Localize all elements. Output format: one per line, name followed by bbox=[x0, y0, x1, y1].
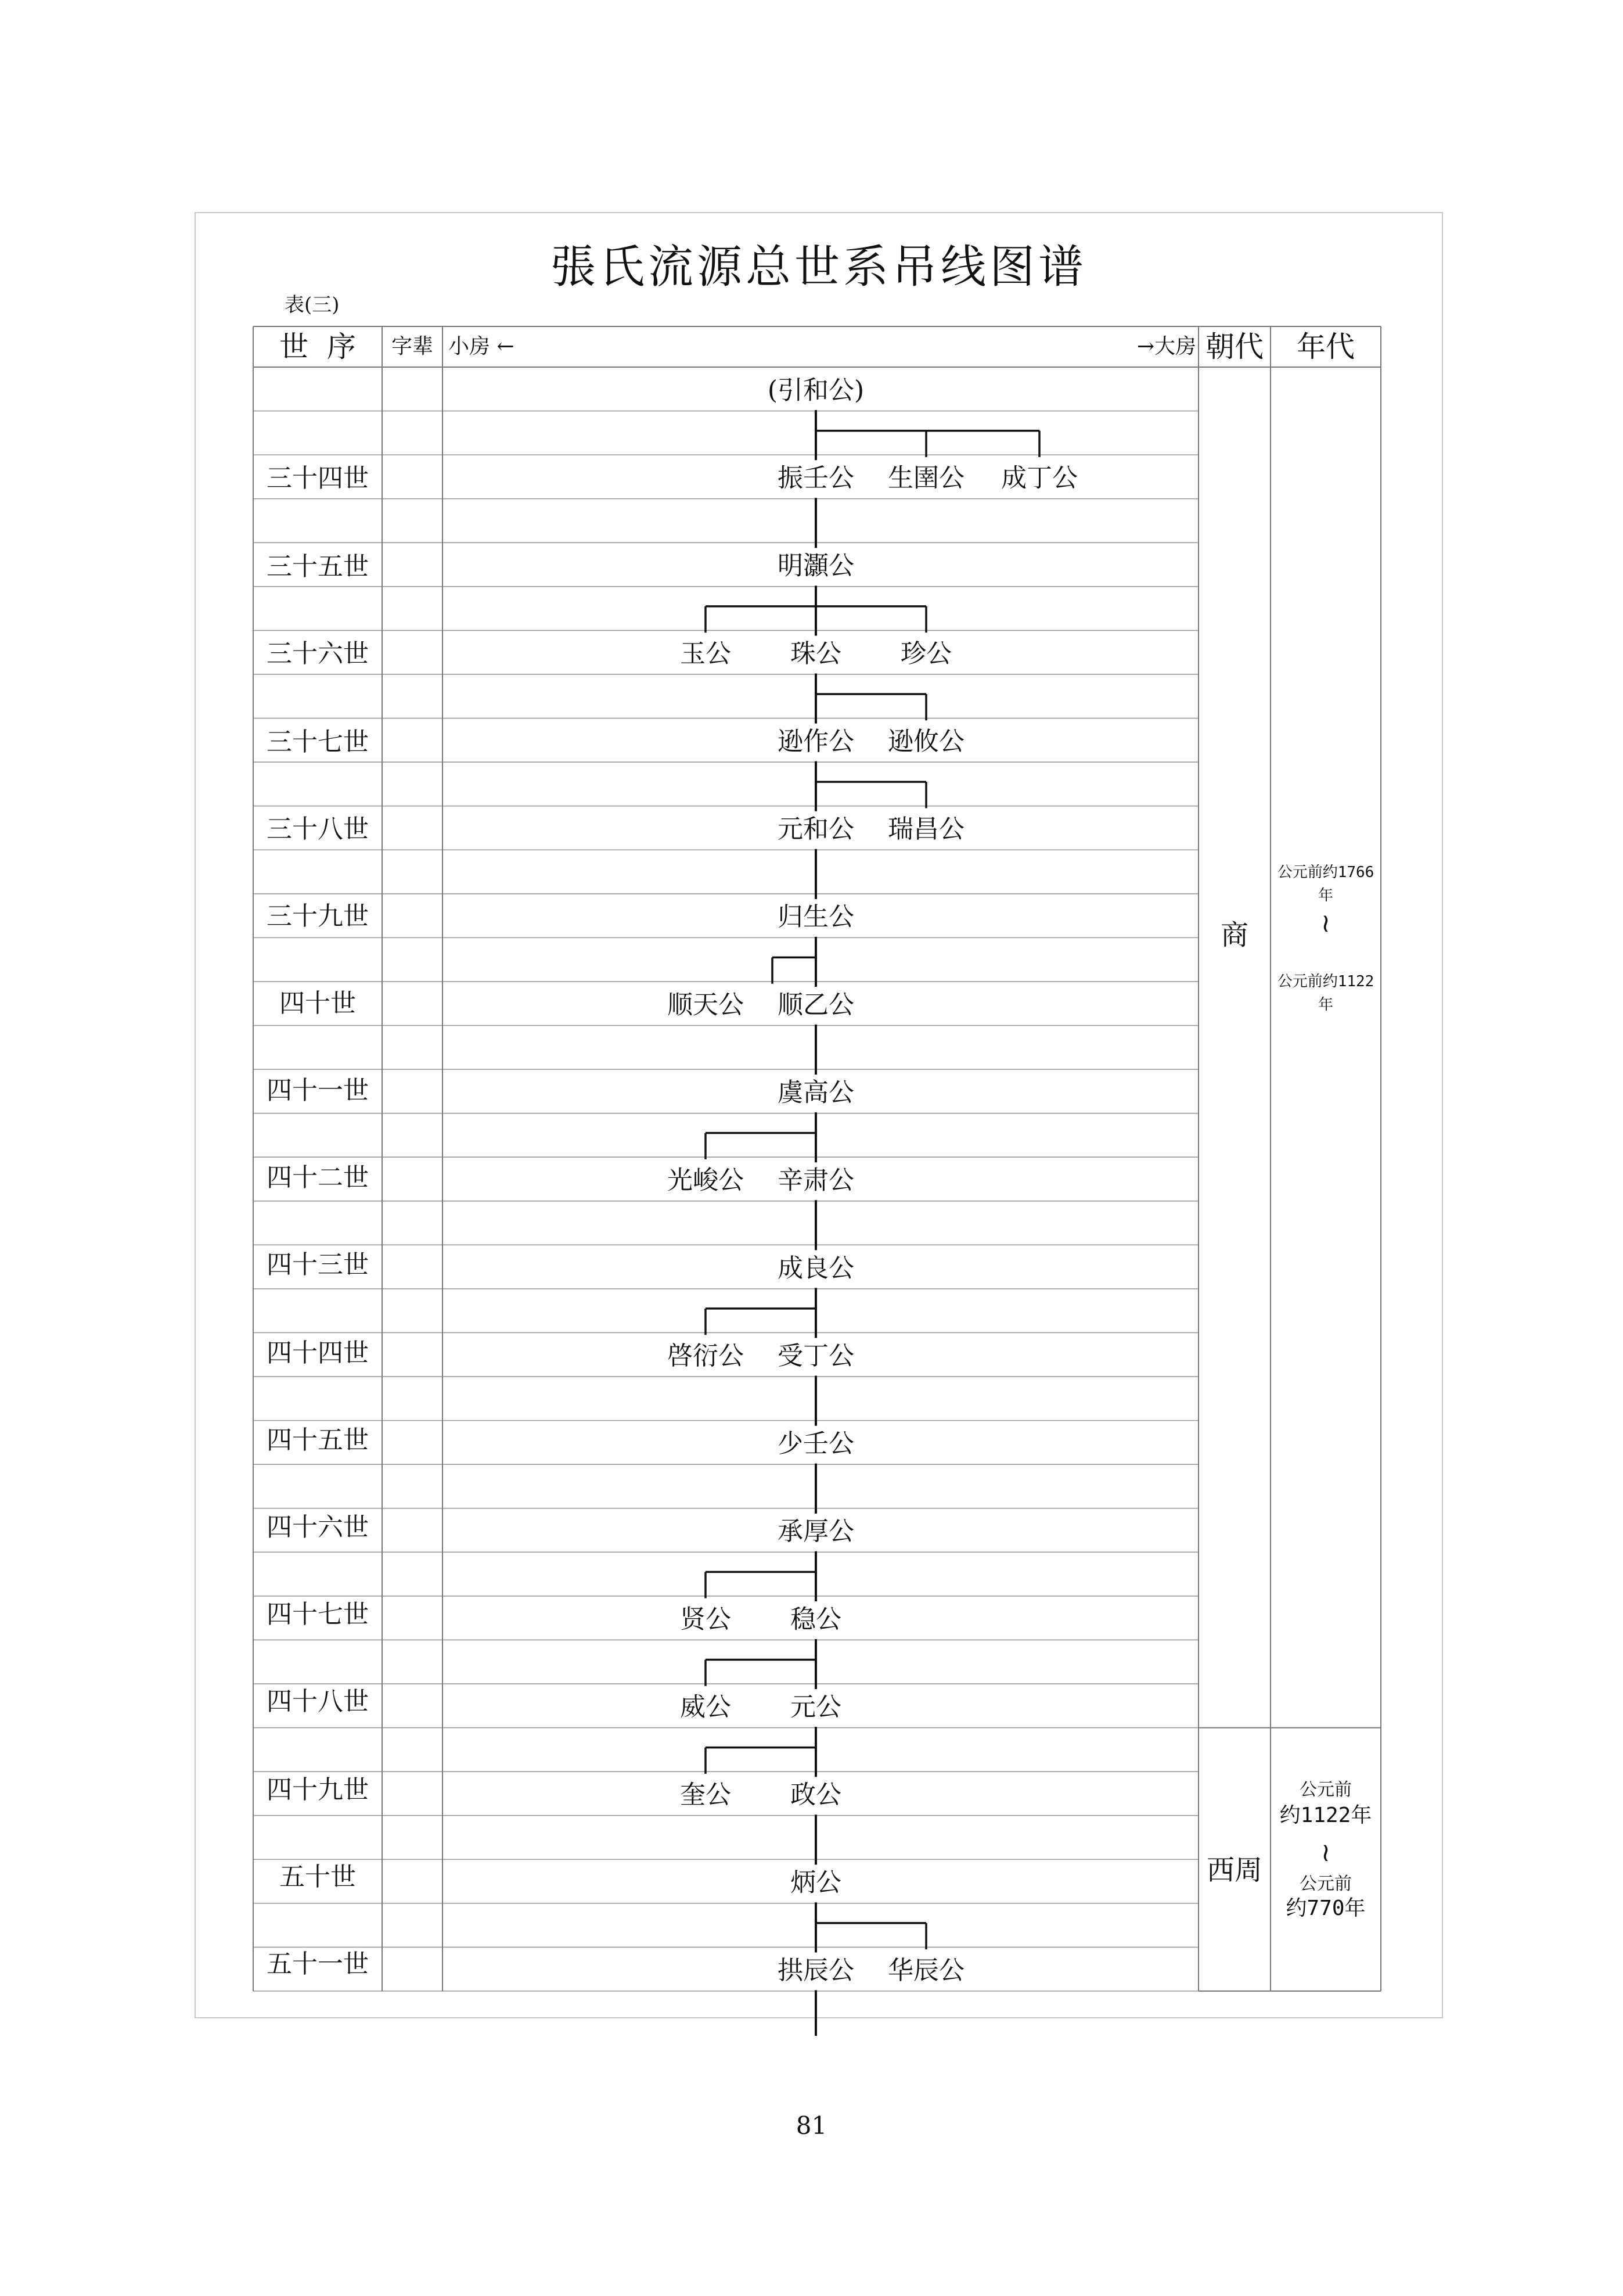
ancestor-name: 成丁公 bbox=[1001, 463, 1078, 493]
header-era: 年代 bbox=[1297, 330, 1355, 364]
ancestor-name: 少壬公 bbox=[778, 1429, 854, 1459]
ancestor-name: 逊攸公 bbox=[888, 726, 965, 756]
ancestor-name: 稳公 bbox=[790, 1604, 841, 1634]
header-elder-label: 大房 bbox=[1154, 335, 1196, 358]
ancestor-name: 珍公 bbox=[901, 638, 952, 669]
ancestor-name: 珠公 bbox=[790, 638, 841, 669]
ancestor-name: 逊作公 bbox=[778, 726, 854, 756]
ancestor-name: 炳公 bbox=[790, 1867, 841, 1898]
generation-label: 五十世 bbox=[279, 1862, 356, 1892]
generation-label: 三十五世 bbox=[267, 552, 369, 581]
era-range-tilde-icon: ≀ bbox=[1320, 908, 1331, 938]
generation-label: 四十八世 bbox=[267, 1687, 369, 1716]
era-shang-start: 公元前约1766年 bbox=[1277, 864, 1374, 904]
ancestor-name: 顺天公 bbox=[667, 990, 744, 1020]
ancestor-name: 啓衍公 bbox=[667, 1341, 744, 1371]
page-number: 81 bbox=[796, 2111, 827, 2140]
ancestor-name: 顺乙公 bbox=[778, 990, 854, 1020]
ancestor-name: 承厚公 bbox=[778, 1517, 854, 1547]
header-generation: 世 序 bbox=[279, 330, 356, 364]
era-shang-end: 公元前约1122年 bbox=[1277, 973, 1374, 1014]
generation-label: 四十世 bbox=[279, 989, 356, 1018]
arrow-left-icon: ← bbox=[496, 335, 514, 358]
ancestor-name: 玉公 bbox=[680, 638, 731, 669]
ancestor-name: 归生公 bbox=[778, 902, 854, 932]
ancestor-name: 贤公 bbox=[680, 1604, 731, 1634]
generation-label: 四十七世 bbox=[267, 1600, 369, 1629]
generation-label: 三十七世 bbox=[267, 727, 369, 757]
ancestor-name: 拱辰公 bbox=[778, 1955, 854, 1985]
ancestor-name: 光峻公 bbox=[667, 1165, 744, 1195]
header-character: 字辈 bbox=[391, 335, 433, 358]
page-title: 張氏流源总世系吊线图谱 bbox=[550, 241, 1087, 293]
dynasty-western-zhou: 西周 bbox=[1206, 1854, 1262, 1887]
generation-label: 五十一世 bbox=[267, 1949, 369, 1979]
header-dynasty: 朝代 bbox=[1205, 330, 1264, 364]
ancestor-name: 奎公 bbox=[680, 1780, 731, 1810]
era-zhou-end-b: 约770年 bbox=[1286, 1896, 1366, 1920]
dynasty-shang: 商 bbox=[1220, 919, 1248, 951]
generation-label: 四十六世 bbox=[267, 1512, 369, 1542]
ancestor-name: (引和公) bbox=[767, 375, 865, 405]
generation-label: 四十四世 bbox=[267, 1338, 369, 1368]
ancestor-name: 威公 bbox=[680, 1692, 731, 1722]
generation-label: 四十九世 bbox=[267, 1775, 369, 1805]
generation-label: 四十五世 bbox=[267, 1425, 369, 1455]
ancestor-name: 辛肃公 bbox=[778, 1165, 854, 1195]
table-number: 表(三) bbox=[285, 293, 340, 317]
header-younger-label: 小房 bbox=[448, 335, 491, 358]
era-range-tilde-icon: ≀ bbox=[1320, 1838, 1331, 1867]
generation-label: 三十八世 bbox=[267, 814, 369, 844]
era-zhou-start-a: 公元前 bbox=[1300, 1780, 1352, 1800]
ancestor-name: 元公 bbox=[790, 1692, 841, 1722]
arrow-right-icon: → bbox=[1136, 335, 1154, 358]
generation-label: 三十九世 bbox=[267, 901, 369, 931]
generation-label: 三十四世 bbox=[267, 463, 369, 493]
era-zhou-end-a: 公元前 bbox=[1300, 1874, 1352, 1894]
ancestor-name: 受丁公 bbox=[778, 1341, 854, 1371]
generation-label: 四十三世 bbox=[267, 1250, 369, 1280]
ancestor-name: 瑞昌公 bbox=[888, 814, 965, 845]
ancestor-name: 生圉公 bbox=[888, 463, 965, 493]
generation-label: 四十一世 bbox=[267, 1076, 369, 1105]
ancestor-name: 明灝公 bbox=[778, 551, 854, 581]
ancestor-name: 振壬公 bbox=[778, 463, 854, 493]
ancestor-name: 虞高公 bbox=[778, 1077, 854, 1108]
ancestor-name: 政公 bbox=[790, 1780, 841, 1810]
ancestor-name: 华辰公 bbox=[888, 1955, 965, 1985]
ancestor-name: 元和公 bbox=[778, 814, 854, 845]
generation-label: 三十六世 bbox=[267, 639, 369, 669]
ancestor-name: 成良公 bbox=[778, 1253, 854, 1283]
era-zhou-start-b: 约1122年 bbox=[1279, 1803, 1372, 1827]
generation-label: 四十二世 bbox=[267, 1163, 369, 1192]
